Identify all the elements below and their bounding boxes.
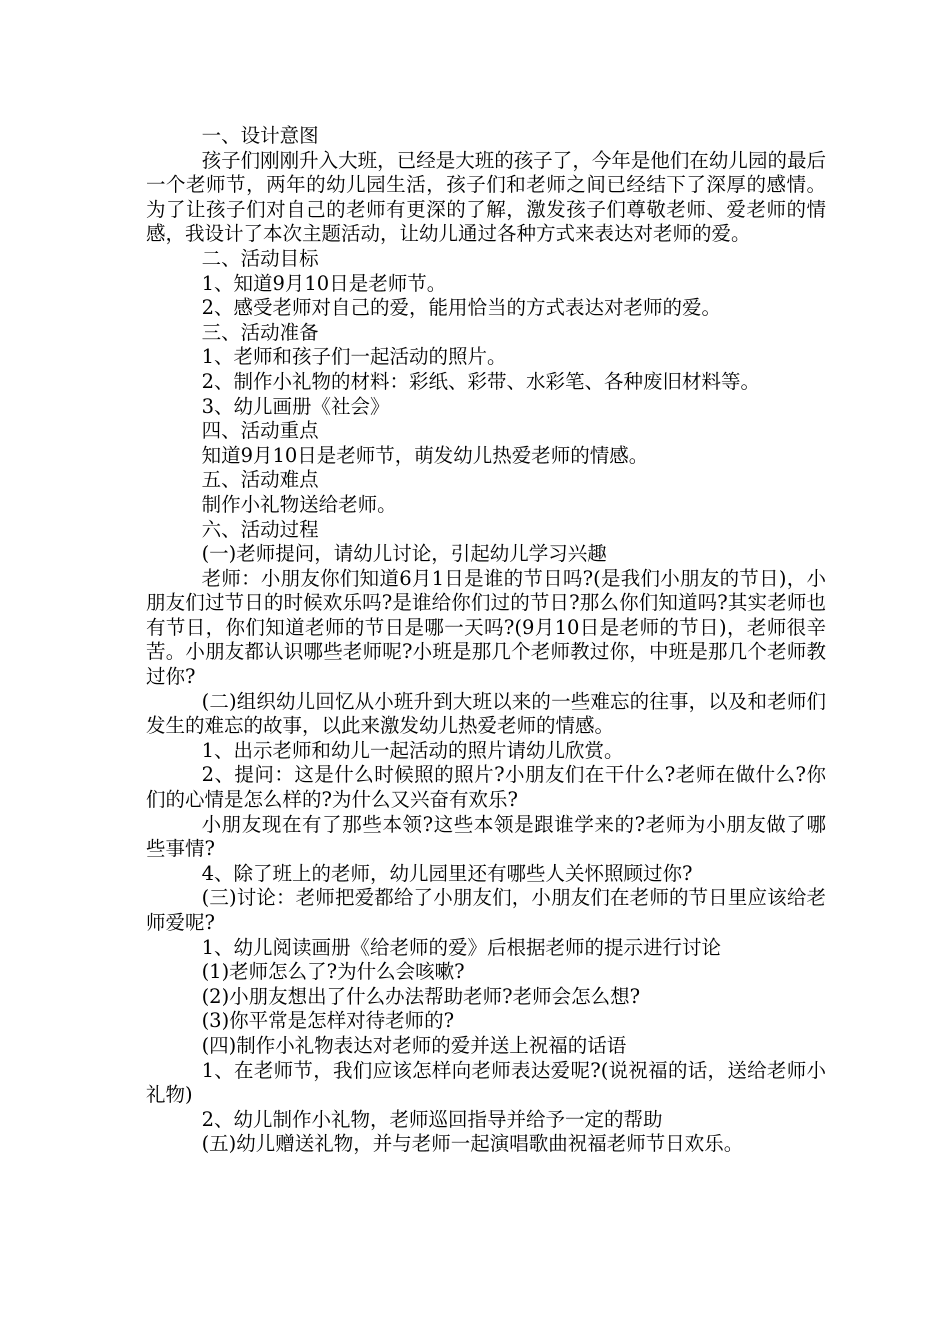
subsection-heading: (一)老师提问，请幼儿讨论，引起幼儿学习兴趣 bbox=[201, 542, 607, 566]
list-item: 2、提问：这是什么时候照的照片?小朋友们在干什么?老师在做什么?你们的心情是怎么样的?为什么又兴奋有欢乐? bbox=[146, 763, 826, 812]
list-item: 3、幼儿画册《社会》 bbox=[201, 394, 390, 418]
subsection-heading: (三)讨论：老师把爱都给了小朋友们，小朋友们在老师的节日里应该给老师爱呢? bbox=[146, 886, 826, 934]
paragraph: 制作小礼物送给老师。 bbox=[201, 492, 397, 516]
section-heading: 二、活动目标 bbox=[201, 246, 319, 270]
paragraph: 老师：小朋友你们知道6月1日是谁的节日吗?(是我们小朋友的节日)，小朋友们过节日的时候欢乐吗?是谁给你们过的节日?那么你们知道吗?其实老师也有节日，你们知道老师的节日是哪一天吗?(9月10日是老师的节日)，老师很辛苦。小朋友都认识哪些老师呢?小班是那几个老师教过你，中班是那几个老师教过你? bbox=[146, 566, 826, 689]
paragraph: 小朋友现在有了那些本领?这些本领是跟谁学来的?老师为小朋友做了哪些事情? bbox=[146, 812, 826, 861]
section-heading: 六、活动过程 bbox=[201, 517, 319, 541]
list-item: 1、在老师节，我们应该怎样向老师表达爱呢?(说祝福的话，送给老师小礼物) bbox=[146, 1058, 826, 1107]
paragraph: 孩子们刚刚升入大班，已经是大班的孩子了，今年是他们在幼儿园的最后一个老师节，两年的幼儿园生活，孩子们和老师之间已经结下了深厚的感情。为了让孩子们对自己的老师有更深的了解，激发孩子们尊敬老师、爱老师的情感，我设计了本次主题活动，让幼儿通过各种方式来表达对老师的爱。 bbox=[146, 148, 826, 246]
list-item: 2、感受老师对自己的爱，能用恰当的方式表达对老师的爱。 bbox=[201, 296, 721, 320]
list-item: (3)你平常是怎样对待老师的? bbox=[201, 1009, 455, 1033]
list-item: 1、出示老师和幼儿一起活动的照片请幼儿欣赏。 bbox=[201, 738, 624, 762]
list-item: 1、幼儿阅读画册《给老师的爱》后根据老师的提示进行讨论 bbox=[201, 935, 721, 959]
list-item: 2、幼儿制作小礼物，老师巡回指导并给予一定的帮助 bbox=[201, 1107, 663, 1131]
paragraph: 知道9月10日是老师节，萌发幼儿热爱老师的情感。 bbox=[201, 443, 649, 467]
subsection-heading: (四)制作小礼物表达对老师的爱并送上祝福的话语 bbox=[201, 1033, 627, 1057]
section-heading: 三、活动准备 bbox=[201, 320, 319, 344]
section-heading: 五、活动难点 bbox=[201, 468, 319, 492]
list-item: 2、制作小礼物的材料：彩纸、彩带、水彩笔、各种废旧材料等。 bbox=[201, 369, 760, 393]
list-item: (2)小朋友想出了什么办法帮助老师?老师会怎么想? bbox=[201, 984, 641, 1008]
list-item: (1)老师怎么了?为什么会咳嗽? bbox=[201, 960, 465, 984]
section-heading: 一、设计意图 bbox=[201, 124, 319, 147]
subsection-heading: (五)幼儿赠送礼物，并与老师一起演唱歌曲祝福老师节日欢乐。 bbox=[201, 1132, 744, 1156]
section-heading: 四、活动重点 bbox=[201, 419, 319, 443]
list-item: 1、知道9月10日是老师节。 bbox=[201, 271, 447, 295]
document-body bbox=[146, 124, 826, 1157]
subsection-heading: (二)组织幼儿回忆从小班升到大班以来的一些难忘的往事，以及和老师们发生的难忘的故事，以此来激发幼儿热爱老师的情感。 bbox=[146, 689, 826, 738]
list-item: 4、除了班上的老师，幼儿园里还有哪些人关怀照顾过你? bbox=[201, 861, 693, 885]
list-item: 1、老师和孩子们一起活动的照片。 bbox=[201, 345, 507, 369]
